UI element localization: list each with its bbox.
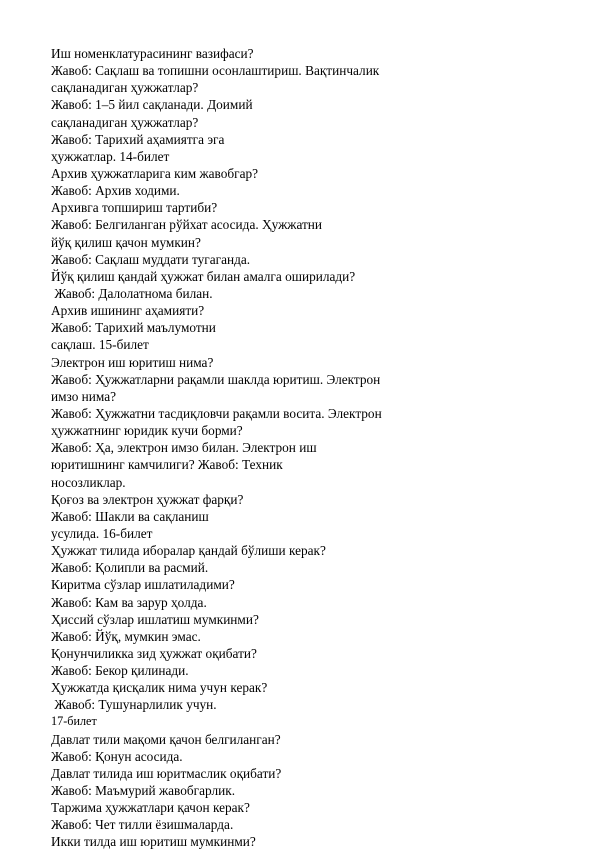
- text-line: Жавоб: Ҳужжатларни рақамли шаклда юритиш. Электрон: [51, 371, 381, 387]
- text-line: сақланадиган ҳужжатлар?: [51, 114, 199, 130]
- text-line: имзо нима?: [51, 388, 117, 404]
- text-line: Киритма сўзлар ишлатиладими?: [51, 577, 235, 593]
- document-page: [51, 45, 571, 851]
- text-line: сақланадиган ҳужжатлар?: [51, 80, 199, 96]
- ticket-heading: 17-билет: [51, 714, 97, 729]
- text-line: Жавоб: Белгиланган рўйхат асосида. Ҳужжатни: [51, 217, 323, 233]
- text-line: Давлат тили мақоми қачон белгиланган?: [51, 731, 281, 747]
- text-line: Йўқ қилиш қандай ҳужжат билан амалга оширилади?: [51, 268, 356, 284]
- text-line: Жавоб: Ҳужжатни тасдиқловчи рақамли восита. Электрон: [51, 405, 382, 421]
- text-line: Жавоб: Бекор қилинади.: [51, 663, 189, 679]
- text-line: Архив ишининг аҳамияти?: [51, 303, 205, 319]
- text-line: Жавоб: Тушунарлилик учун.: [51, 697, 217, 713]
- text-line: Архивга топшириш тартиби?: [51, 200, 218, 216]
- text-line: Жавоб: Тарихий аҳамиятга эга: [51, 131, 225, 147]
- text-line: Жавоб: Чет тилли ёзишмаларда.: [51, 817, 234, 833]
- text-line: Жавоб: Маъмурий жавобгарлик.: [51, 783, 236, 799]
- text-line: ҳужжатлар. 14-билет: [51, 148, 170, 164]
- text-line: Жавоб: Далолатнома билан.: [51, 285, 213, 301]
- text-line: Жавоб: Йўқ, мумкин эмас.: [51, 628, 201, 644]
- text-line: Ҳужжатда қисқалик нима учун керак?: [51, 680, 268, 696]
- text-line: Таржима ҳужжатлари қачон керак?: [51, 800, 250, 816]
- text-line: ҳужжатнинг юридик кучи борми?: [51, 423, 243, 439]
- text-line: сақлаш. 15-билет: [51, 337, 149, 353]
- text-line: йўқ қилиш қачон мумкин?: [51, 234, 201, 250]
- text-line: Жавоб: 1–5 йил сақланади. Доимий: [51, 97, 253, 113]
- text-line: Икки тилда иш юритиш мумкинми?: [51, 834, 256, 850]
- text-line: Ҳиссий сўзлар ишлатиш мумкинми?: [51, 611, 259, 627]
- text-line: Қоғоз ва электрон ҳужжат фарқи?: [51, 491, 244, 507]
- text-line: Жавоб: Қонун асосида.: [51, 748, 183, 764]
- text-line: Жавоб: Ҳа, электрон имзо билан. Электрон иш: [51, 440, 317, 456]
- text-line: Жавоб: Кам ва зарур ҳолда.: [51, 594, 207, 610]
- text-line: Қонунчиликка зид ҳужжат оқибати?: [51, 645, 257, 661]
- text-line: Архив ҳужжатларига ким жавобгар?: [51, 165, 259, 181]
- text-line: Жавоб: Архив ходими.: [51, 183, 180, 199]
- text-line: Жавоб: Сақлаш муддати тугаганда.: [51, 251, 251, 267]
- text-line: Жавоб: Шакли ва сақланиш: [51, 508, 209, 524]
- text-line: Давлат тилида иш юритмаслик оқибати?: [51, 765, 282, 781]
- text-line: Иш номенклатурасининг вазифаси?: [51, 46, 254, 61]
- text-line: юритишнинг камчилиги? Жавоб: Техник: [51, 457, 283, 473]
- text-line: носозликлар.: [51, 474, 126, 490]
- text-line: усулида. 16-билет: [51, 525, 153, 541]
- text-line: Жавоб: Сақлаш ва топишни осонлаштириш. Вақтинчалик: [51, 63, 380, 79]
- text-line: Жавоб: Қолипли ва расмий.: [51, 560, 209, 576]
- text-line: Жавоб: Тарихий маълумотни: [51, 320, 216, 336]
- text-line: Ҳужжат тилида иборалар қандай бўлиши керак?: [51, 543, 326, 559]
- text-line: Электрон иш юритиш нима?: [51, 354, 214, 370]
